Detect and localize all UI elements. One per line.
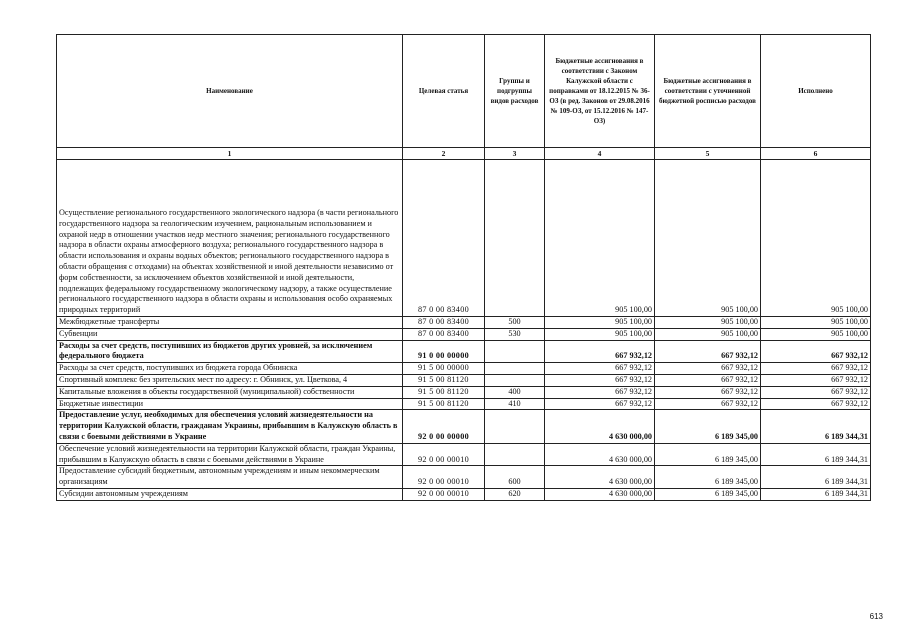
row-target-code: 91 5 00 81120 [403,386,485,398]
header-done: Исполнено [761,35,871,148]
table-row [57,443,871,466]
row-name: Расходы за счет средств, поступивших из бюджетов других уровней, за исключением федерального бюджета [57,340,403,363]
row-value-done: 667 932,12 [761,374,871,386]
table-row [57,160,871,317]
row-value-law: 667 932,12 [545,363,655,375]
row-value-done: 905 100,00 [761,160,871,317]
row-name: Предоставление субсидий бюджетным, автономным учреждениям и иным некоммерческим организациям [57,466,403,489]
row-value-list: 667 932,12 [655,374,761,386]
row-value-list: 6 189 345,00 [655,410,761,443]
header-assign-law: Бюджетные ассигнования в соответствии с Законом Калужской области с поправками от 18.12.2015 № 36-ОЗ (в ред. Законов от 29.08.2016 № 109-ОЗ, от 15.12.2016 № 147-ОЗ) [545,35,655,148]
row-value-law: 667 932,12 [545,374,655,386]
row-value-law: 4 630 000,00 [545,410,655,443]
row-value-list: 905 100,00 [655,328,761,340]
header-name: Наименование [57,35,403,148]
row-value-law: 4 630 000,00 [545,488,655,500]
table-row [57,466,871,489]
row-group: 620 [485,488,545,500]
header-row [57,35,871,148]
row-group: 500 [485,317,545,329]
row-name: Межбюджетные трансферты [57,317,403,329]
row-value-done: 905 100,00 [761,317,871,329]
table-row [57,386,871,398]
row-value-law: 4 630 000,00 [545,466,655,489]
row-value-law: 905 100,00 [545,317,655,329]
table-row [57,374,871,386]
table-row [57,410,871,443]
table-row [57,340,871,363]
row-value-done: 6 189 344,31 [761,443,871,466]
row-group: 400 [485,386,545,398]
row-name: Субвенции [57,328,403,340]
row-name: Предоставление услуг, необходимых для обеспечения условий жизнедеятельности на территории Калужской области, гражданам Украины, прибывшим в Калужскую область в связи с боевыми действиями в Украине [57,410,403,443]
column-number: 3 [485,148,545,160]
row-group [485,410,545,443]
header-assign-list: Бюджетные ассигнования в соответствии с уточненной бюджетной росписью расходов [655,35,761,148]
column-number: 4 [545,148,655,160]
column-number: 6 [761,148,871,160]
row-value-law: 4 630 000,00 [545,443,655,466]
row-value-law: 667 932,12 [545,398,655,410]
table-row [57,328,871,340]
row-target-code: 92 0 00 00010 [403,488,485,500]
row-name: Расходы за счет средств, поступивших из бюджета города Обнинска [57,363,403,375]
table-row [57,317,871,329]
row-value-done: 6 189 344,31 [761,488,871,500]
column-number: 1 [57,148,403,160]
row-value-list: 6 189 345,00 [655,443,761,466]
row-target-code: 91 5 00 81120 [403,398,485,410]
row-group: 410 [485,398,545,410]
row-group [485,160,545,317]
row-value-list: 905 100,00 [655,317,761,329]
row-value-law: 667 932,12 [545,386,655,398]
header-target: Целевая статья [403,35,485,148]
row-target-code: 87 0 00 83400 [403,160,485,317]
row-group: 600 [485,466,545,489]
row-group: 530 [485,328,545,340]
row-value-done: 905 100,00 [761,328,871,340]
row-value-done: 6 189 344,31 [761,410,871,443]
budget-table [56,34,871,501]
row-target-code: 87 0 00 83400 [403,317,485,329]
column-numbers-row [57,148,871,160]
row-value-list: 667 932,12 [655,340,761,363]
row-name: Осуществление регионального государственного экологического надзора (в части регионального государственного надзора за геологическим изучением, рациональным использованием и охраной недр в отношении участков недр местного значения; регионального государственного надзора в области охраны атмосферного воздуха; регионального государственного надзора в области использования и охраны водных объектов; регионального государственного надзора в области обращения с отходами) на объектах хозяйственной и иной деятельности независимо от форм собственности, за исключением объектов хозяйственной и иной деятельности, подлежащих федеральному государственному экологическому надзору, а также осуществление регионального государственного надзора в области охраны и использования особо охраняемых природных территорий [57,160,403,317]
table-row [57,488,871,500]
row-target-code: 91 5 00 00000 [403,363,485,375]
row-target-code: 92 0 00 00000 [403,410,485,443]
row-group [485,363,545,375]
row-name: Бюджетные инвестиции [57,398,403,410]
row-value-done: 667 932,12 [761,398,871,410]
row-value-done: 667 932,12 [761,386,871,398]
row-value-law: 905 100,00 [545,160,655,317]
row-value-list: 667 932,12 [655,363,761,375]
row-group [485,374,545,386]
header-groups: Группы и подгруппы видов расходов [485,35,545,148]
row-target-code: 91 5 00 81120 [403,374,485,386]
row-target-code: 87 0 00 83400 [403,328,485,340]
column-number: 2 [403,148,485,160]
row-value-list: 667 932,12 [655,386,761,398]
row-group [485,340,545,363]
table-row [57,363,871,375]
row-name: Обеспечение условий жизнедеятельности на территории Калужской области, граждан Украины, прибывшим в Калужскую область в связи с боевыми действиями в Украине [57,443,403,466]
row-value-list: 905 100,00 [655,160,761,317]
row-value-done: 667 932,12 [761,340,871,363]
row-value-list: 6 189 345,00 [655,466,761,489]
page-number: 613 [869,612,883,621]
row-target-code: 92 0 00 00010 [403,443,485,466]
row-value-done: 667 932,12 [761,363,871,375]
row-value-list: 667 932,12 [655,398,761,410]
row-name: Субсидии автономным учреждениям [57,488,403,500]
row-target-code: 91 0 00 00000 [403,340,485,363]
column-number: 5 [655,148,761,160]
row-name: Капитальные вложения в объекты государственной (муниципальной) собственности [57,386,403,398]
table-row [57,398,871,410]
row-value-law: 667 932,12 [545,340,655,363]
row-value-law: 905 100,00 [545,328,655,340]
row-target-code: 92 0 00 00010 [403,466,485,489]
row-value-done: 6 189 344,31 [761,466,871,489]
row-value-list: 6 189 345,00 [655,488,761,500]
row-name: Спортивный комплекс без зрительских мест по адресу: г. Обнинск, ул. Цветкова, 4 [57,374,403,386]
row-group [485,443,545,466]
